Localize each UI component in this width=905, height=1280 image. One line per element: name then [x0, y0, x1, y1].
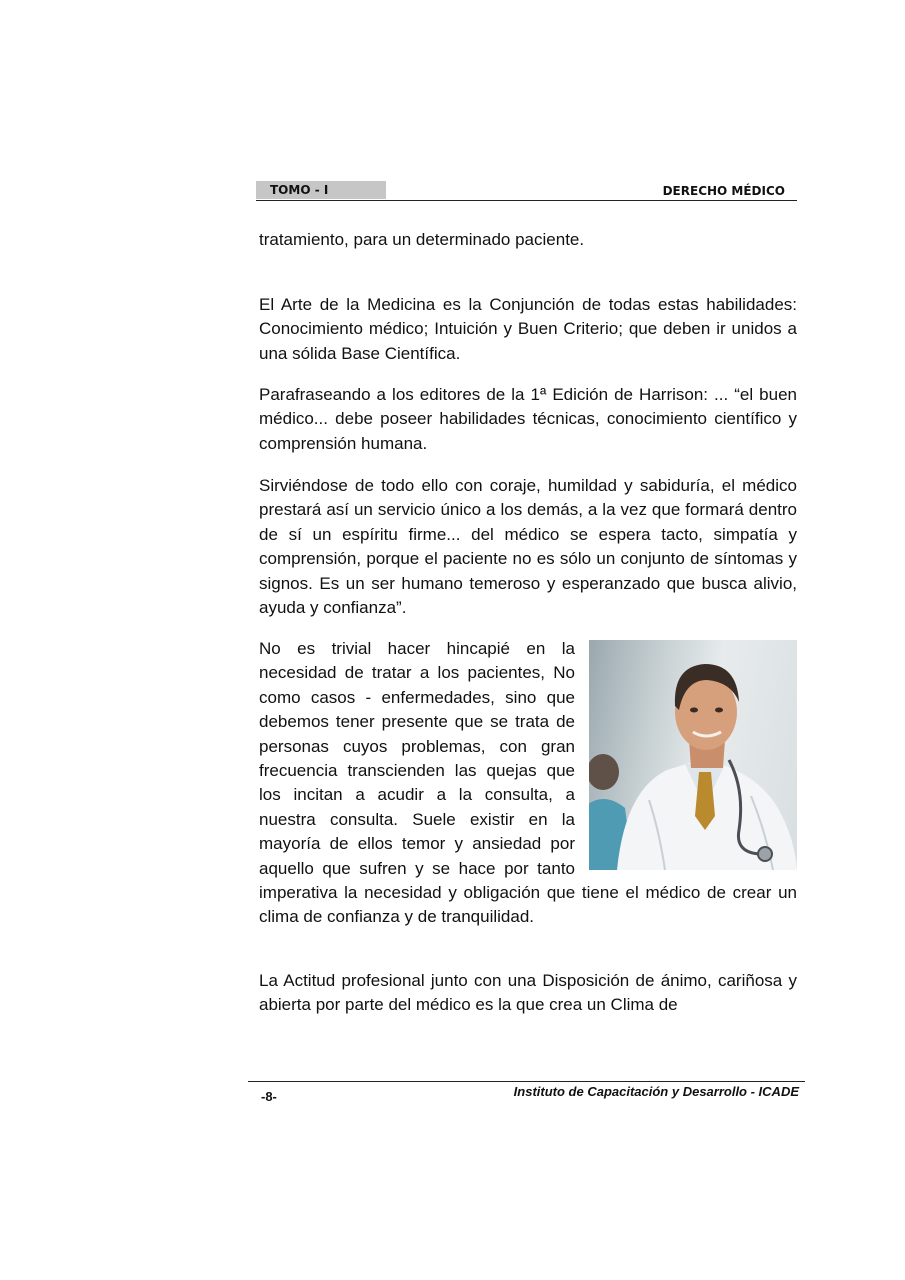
paragraph	[259, 293, 797, 366]
paragraph-text: La Actitud profesional junto con una Disposición de ánimo, cariñosa y abierta por parte del médico es la que crea un Clima de	[259, 971, 797, 1015]
page-number: -8-	[261, 1089, 277, 1104]
page-header	[256, 181, 797, 201]
footer-divider	[248, 1081, 805, 1082]
background-person-head	[589, 754, 619, 790]
page-footer	[248, 1081, 805, 1111]
institution-name: Instituto de Capacitación y Desarrollo - ICADE	[513, 1084, 799, 1099]
volume-label: TOMO - I	[256, 181, 386, 199]
paragraph-text: Parafraseando a los editores de la 1ª Edición de Harrison: ... “el buen médico... debe poseer habilidades técnicas, conocimiento científico y comprensión humana.	[259, 385, 797, 453]
doctor-photo	[589, 640, 797, 870]
paragraph	[259, 474, 797, 620]
doctor-illustration	[589, 640, 797, 870]
paragraph-text: No es trivial hacer hincapié en la necesidad de tratar a los pacientes, No como casos - enfermedades, sino que debemos tener presente que se trata de personas cuyos problemas, con gran frecuencia transcienden las quejas que los incitan a acudir a la consulta, a nuestra consulta. Suele existir en la mayoría de ellos temor y ansiedad por aquello que sufren y se hace por tanto imperativa la necesidad y obligación que tiene el médico de crear un clima de confianza y de tranquilidad.	[259, 639, 797, 927]
paragraph-text: El Arte de la Medicina es la Conjunción de todas estas habilidades: Conocimiento médico; Intuición y Buen Criterio; que deben ir unidos a una sólida Base Científica.	[259, 295, 797, 363]
header-divider	[256, 200, 797, 201]
paragraph	[259, 228, 797, 252]
book-title: DERECHO MÉDICO	[662, 184, 785, 198]
paragraph-text: tratamiento, para un determinado paciente.	[259, 230, 585, 249]
paragraph	[259, 969, 797, 1018]
paragraph-with-figure	[259, 637, 797, 930]
paragraph	[259, 383, 797, 456]
paragraph-text: Sirviéndose de todo ello con coraje, humildad y sabiduría, el médico prestará así un servicio único a los demás, a la vez que formará dentro de sí un espíritu firme... del médico se espera tacto, simpatía y comprensión, porque el paciente no es sólo un conjunto de síntomas y signos. Es un ser humano temeroso y esperanzado que busca alivio, ayuda y confianza”.	[259, 476, 797, 618]
